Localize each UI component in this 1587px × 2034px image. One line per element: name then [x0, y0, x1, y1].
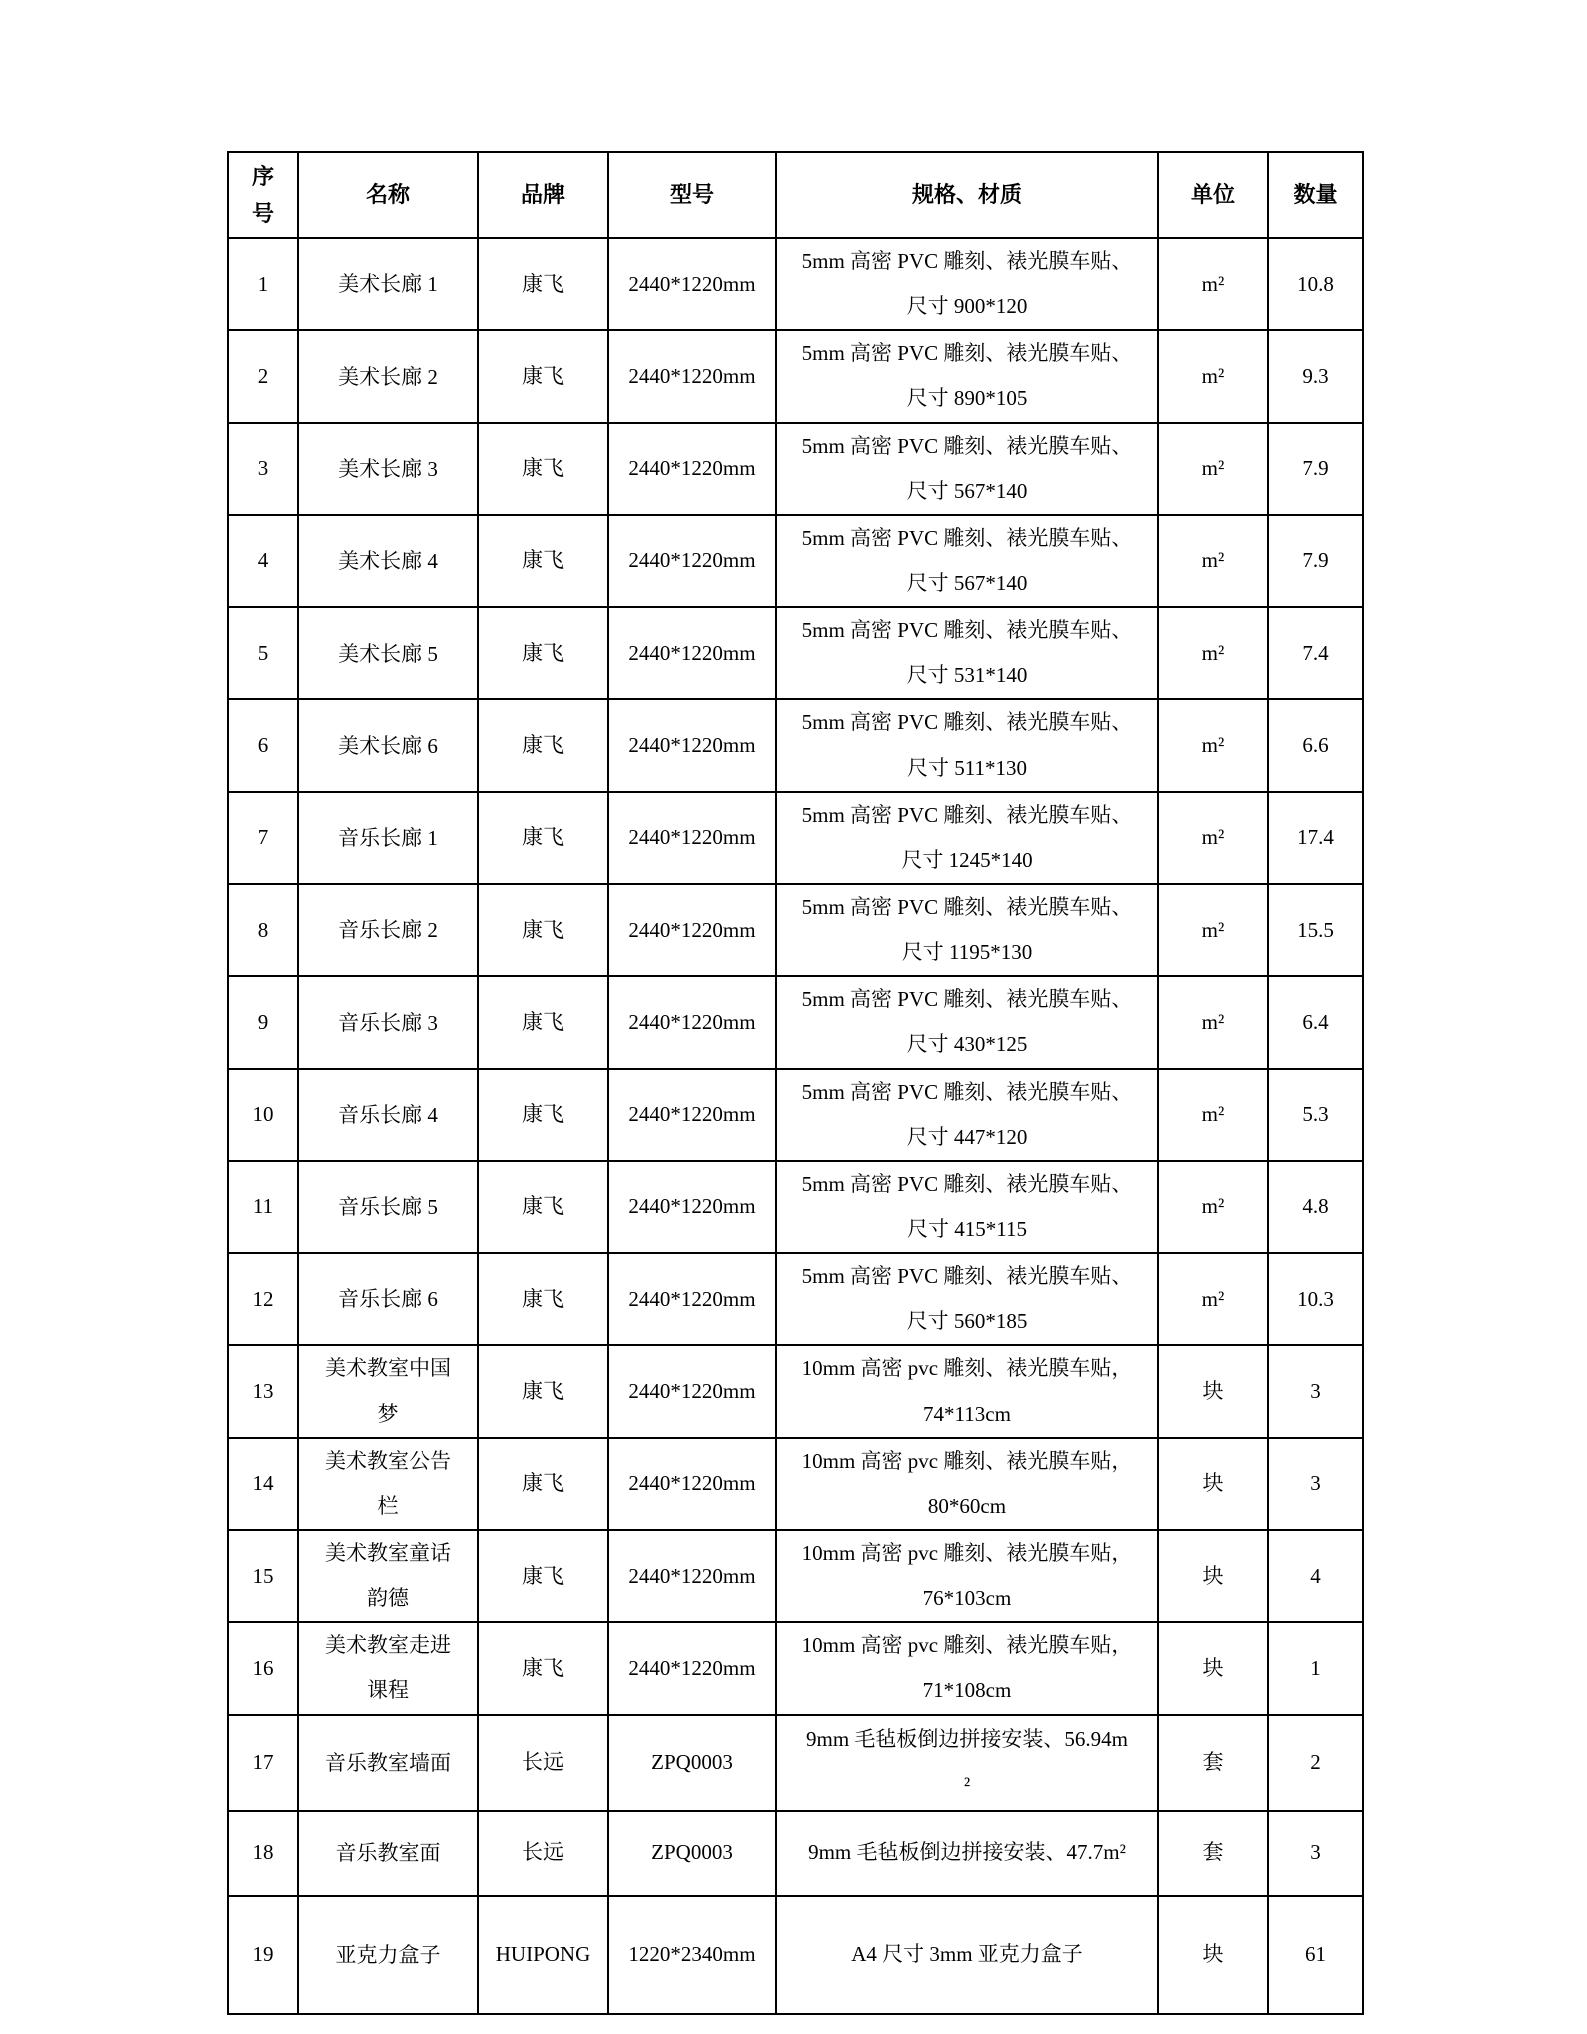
- cell-qty: 7.9: [1268, 515, 1363, 607]
- item-name: 音乐长廊 3: [338, 1010, 438, 1035]
- cell-serial: 17: [228, 1715, 298, 1811]
- cell-serial: 3: [228, 423, 298, 515]
- cell-spec: [776, 1438, 1158, 1530]
- cell-model: 2440*1220mm: [608, 607, 776, 699]
- cell-unit: m²: [1158, 976, 1268, 1068]
- cell-name: [298, 1811, 478, 1896]
- cell-qty: 6.4: [1268, 976, 1363, 1068]
- spec-line: 5mm 高密 PVC 雕刻、裱光膜车贴、: [801, 618, 1133, 643]
- column-header-name: 名称: [298, 152, 478, 238]
- cell-unit: m²: [1158, 1253, 1268, 1345]
- cell-model: 1220*2340mm: [608, 1896, 776, 2014]
- cell-serial: 13: [228, 1345, 298, 1437]
- cell-name: [298, 1622, 478, 1714]
- cell-model: 2440*1220mm: [608, 699, 776, 791]
- spec-line: 10mm 高密 pvc 雕刻、裱光膜车贴，: [801, 1540, 1133, 1565]
- cell-qty: 4.8: [1268, 1161, 1363, 1253]
- cell-unit: m²: [1158, 884, 1268, 976]
- cell-name: [298, 699, 478, 791]
- table-row: [228, 699, 1363, 791]
- cell-spec: [776, 1345, 1158, 1437]
- cell-qty: 3: [1268, 1345, 1363, 1437]
- cell-unit: m²: [1158, 699, 1268, 791]
- cell-qty: 10.3: [1268, 1253, 1363, 1345]
- table-row: [228, 1069, 1363, 1161]
- cell-unit: m²: [1158, 423, 1268, 515]
- cell-name: [298, 607, 478, 699]
- cell-serial: 1: [228, 238, 298, 330]
- cell-unit: 套: [1158, 1811, 1268, 1896]
- cell-brand: 康飞: [478, 607, 608, 699]
- cell-spec: [776, 1811, 1158, 1896]
- spec-table: [227, 151, 1364, 2015]
- cell-brand: 康飞: [478, 423, 608, 515]
- item-name: 音乐长廊 5: [338, 1195, 438, 1220]
- spec-line: 尺寸 447*120: [906, 1124, 1028, 1149]
- table-row: [228, 238, 1363, 330]
- cell-brand: HUIPONG: [478, 1896, 608, 2014]
- spec-line: 5mm 高密 PVC 雕刻、裱光膜车贴、: [801, 710, 1133, 735]
- spec-line: 尺寸 1245*140: [901, 847, 1033, 872]
- cell-serial: 4: [228, 515, 298, 607]
- cell-serial: 5: [228, 607, 298, 699]
- spec-line: 尺寸 567*140: [906, 570, 1028, 595]
- cell-brand: 康飞: [478, 1438, 608, 1530]
- cell-qty: 6.6: [1268, 699, 1363, 791]
- cell-model: 2440*1220mm: [608, 1161, 776, 1253]
- table-row: [228, 1896, 1363, 2014]
- spec-line: 5mm 高密 PVC 雕刻、裱光膜车贴、: [801, 1079, 1133, 1104]
- cell-unit: m²: [1158, 238, 1268, 330]
- cell-name: [298, 1896, 478, 2014]
- cell-spec: [776, 699, 1158, 791]
- cell-unit: 块: [1158, 1530, 1268, 1622]
- cell-name: [298, 976, 478, 1068]
- spec-line: 尺寸 511*130: [907, 755, 1027, 780]
- table-row: [228, 792, 1363, 884]
- cell-brand: 康飞: [478, 699, 608, 791]
- cell-name: [298, 1069, 478, 1161]
- column-header-model: 型号: [608, 152, 776, 238]
- cell-serial: 16: [228, 1622, 298, 1714]
- table-row: [228, 1622, 1363, 1714]
- item-name: 美术长廊 3: [338, 456, 438, 481]
- cell-name: [298, 792, 478, 884]
- cell-serial: 12: [228, 1253, 298, 1345]
- cell-serial: 2: [228, 330, 298, 422]
- table-row: [228, 607, 1363, 699]
- item-name: 音乐教室面: [335, 1841, 441, 1866]
- cell-spec: [776, 330, 1158, 422]
- cell-qty: 7.9: [1268, 423, 1363, 515]
- cell-qty: 3: [1268, 1438, 1363, 1530]
- column-header-qty: 数量: [1268, 152, 1363, 238]
- item-name: 美术教室走进课程: [325, 1633, 451, 1703]
- cell-serial: 14: [228, 1438, 298, 1530]
- cell-spec: [776, 238, 1158, 330]
- cell-unit: m²: [1158, 1069, 1268, 1161]
- cell-name: [298, 423, 478, 515]
- cell-name: [298, 515, 478, 607]
- item-name: 美术教室中国梦: [325, 1356, 451, 1426]
- spec-line: 10mm 高密 pvc 雕刻、裱光膜车贴，: [801, 1633, 1133, 1658]
- cell-serial: 9: [228, 976, 298, 1068]
- cell-unit: 块: [1158, 1438, 1268, 1530]
- spec-line: 10mm 高密 pvc 雕刻、裱光膜车贴，: [801, 1448, 1133, 1473]
- cell-spec: [776, 1069, 1158, 1161]
- table-row: [228, 423, 1363, 515]
- item-name: 美术长廊 4: [338, 549, 438, 574]
- spec-line: 10mm 高密 pvc 雕刻、裱光膜车贴，: [801, 1356, 1133, 1381]
- cell-unit: m²: [1158, 515, 1268, 607]
- cell-name: [298, 1161, 478, 1253]
- spec-line: 5mm 高密 PVC 雕刻、裱光膜车贴、: [801, 802, 1133, 827]
- spec-line: 5mm 高密 PVC 雕刻、裱光膜车贴、: [801, 341, 1133, 366]
- cell-unit: m²: [1158, 607, 1268, 699]
- cell-spec: [776, 1896, 1158, 2014]
- item-name: 美术教室童话韵德: [325, 1540, 451, 1611]
- spec-line: 尺寸 1195*130: [901, 940, 1033, 965]
- cell-brand: 康飞: [478, 515, 608, 607]
- item-name: 音乐长廊 2: [338, 918, 438, 943]
- cell-model: 2440*1220mm: [608, 1438, 776, 1530]
- item-name: 美术教室公告栏: [325, 1448, 451, 1518]
- cell-brand: 长远: [478, 1811, 608, 1896]
- cell-name: [298, 1715, 478, 1811]
- cell-serial: 8: [228, 884, 298, 976]
- table-row: [228, 515, 1363, 607]
- item-name: 美术长廊 5: [338, 641, 438, 666]
- cell-qty: 3: [1268, 1811, 1363, 1896]
- cell-brand: 康飞: [478, 976, 608, 1068]
- spec-line: 5mm 高密 PVC 雕刻、裱光膜车贴、: [801, 894, 1133, 919]
- cell-spec: [776, 515, 1158, 607]
- table-row: [228, 976, 1363, 1068]
- table-row: [228, 1161, 1363, 1253]
- cell-brand: 长远: [478, 1715, 608, 1811]
- cell-model: 2440*1220mm: [608, 1069, 776, 1161]
- spec-line: 尺寸 900*120: [906, 294, 1028, 319]
- cell-model: 2440*1220mm: [608, 1345, 776, 1437]
- cell-qty: 17.4: [1268, 792, 1363, 884]
- cell-brand: 康飞: [478, 1161, 608, 1253]
- cell-brand: 康飞: [478, 1253, 608, 1345]
- spec-line: 5mm 高密 PVC 雕刻、裱光膜车贴、: [801, 987, 1133, 1012]
- cell-spec: [776, 1622, 1158, 1714]
- item-name: 音乐教室墙面: [325, 1750, 451, 1775]
- cell-brand: 康飞: [478, 1345, 608, 1437]
- cell-model: 2440*1220mm: [608, 976, 776, 1068]
- cell-qty: 61: [1268, 1896, 1363, 2014]
- spec-line: 80*60cm: [927, 1493, 1007, 1518]
- column-header-brand: 品牌: [478, 152, 608, 238]
- cell-unit: 块: [1158, 1345, 1268, 1437]
- cell-qty: 10.8: [1268, 238, 1363, 330]
- cell-spec: [776, 792, 1158, 884]
- cell-spec: [776, 1715, 1158, 1811]
- spec-line: 尺寸 567*140: [906, 478, 1028, 503]
- item-name: 亚克力盒子: [335, 1942, 441, 1967]
- cell-serial: 18: [228, 1811, 298, 1896]
- table-row: [228, 330, 1363, 422]
- cell-unit: m²: [1158, 792, 1268, 884]
- spec-line: 71*108cm: [922, 1678, 1012, 1703]
- cell-model: ZPQ0003: [608, 1811, 776, 1896]
- cell-unit: 块: [1158, 1896, 1268, 2014]
- table-row: [228, 1345, 1363, 1437]
- cell-model: 2440*1220mm: [608, 792, 776, 884]
- cell-qty: 4: [1268, 1530, 1363, 1622]
- header-row: [228, 152, 1363, 238]
- cell-spec: [776, 884, 1158, 976]
- spec-line: ²: [963, 1772, 971, 1797]
- item-name: 音乐长廊 6: [338, 1287, 438, 1312]
- cell-brand: 康飞: [478, 884, 608, 976]
- cell-model: 2440*1220mm: [608, 238, 776, 330]
- cell-qty: 15.5: [1268, 884, 1363, 976]
- table-body: [228, 238, 1363, 2014]
- spec-line: 5mm 高密 PVC 雕刻、裱光膜车贴、: [801, 249, 1133, 273]
- item-name: 美术长廊 6: [338, 733, 438, 758]
- table-row: [228, 1253, 1363, 1345]
- cell-serial: 7: [228, 792, 298, 884]
- spec-line: 9mm 毛毡板倒边拼接安装、47.7m²: [808, 1840, 1126, 1865]
- cell-unit: m²: [1158, 1161, 1268, 1253]
- cell-model: 2440*1220mm: [608, 515, 776, 607]
- cell-model: ZPQ0003: [608, 1715, 776, 1811]
- cell-serial: 11: [228, 1161, 298, 1253]
- spec-line: 尺寸 560*185: [906, 1309, 1028, 1334]
- cell-serial: 15: [228, 1530, 298, 1622]
- table-row: [228, 884, 1363, 976]
- column-header-unit: 单位: [1158, 152, 1268, 238]
- spec-line: 76*103cm: [922, 1586, 1012, 1611]
- spec-line: 尺寸 890*105: [906, 386, 1028, 411]
- cell-spec: [776, 607, 1158, 699]
- cell-brand: 康飞: [478, 330, 608, 422]
- cell-brand: 康飞: [478, 1069, 608, 1161]
- cell-model: 2440*1220mm: [608, 330, 776, 422]
- spec-line: 5mm 高密 PVC 雕刻、裱光膜车贴、: [801, 525, 1133, 550]
- cell-name: [298, 330, 478, 422]
- cell-model: 2440*1220mm: [608, 1253, 776, 1345]
- cell-spec: [776, 1530, 1158, 1622]
- spec-line: 尺寸 430*125: [906, 1032, 1028, 1057]
- cell-spec: [776, 423, 1158, 515]
- spec-line: 74*113cm: [923, 1401, 1011, 1426]
- spec-line: 尺寸 531*140: [906, 663, 1028, 688]
- cell-spec: [776, 976, 1158, 1068]
- cell-brand: 康飞: [478, 1530, 608, 1622]
- cell-serial: 19: [228, 1896, 298, 2014]
- item-name: 音乐长廊 4: [338, 1102, 438, 1127]
- cell-brand: 康飞: [478, 1622, 608, 1714]
- cell-brand: 康飞: [478, 792, 608, 884]
- cell-qty: 7.4: [1268, 607, 1363, 699]
- cell-name: [298, 884, 478, 976]
- item-name: 美术长廊 2: [338, 364, 438, 389]
- item-name: 音乐长廊 1: [338, 826, 438, 851]
- cell-name: [298, 1438, 478, 1530]
- cell-model: 2440*1220mm: [608, 423, 776, 515]
- cell-name: [298, 1253, 478, 1345]
- cell-qty: 5.3: [1268, 1069, 1363, 1161]
- cell-unit: 块: [1158, 1622, 1268, 1714]
- column-header-spec: 规格、材质: [776, 152, 1158, 238]
- cell-spec: [776, 1253, 1158, 1345]
- cell-serial: 6: [228, 699, 298, 791]
- spec-line: 9mm 毛毡板倒边拼接安装、56.94m: [805, 1727, 1128, 1752]
- spec-line: 尺寸 415*115: [907, 1216, 1027, 1241]
- cell-unit: m²: [1158, 330, 1268, 422]
- cell-serial: 10: [228, 1069, 298, 1161]
- table-row: [228, 1438, 1363, 1530]
- table-row: [228, 1715, 1363, 1811]
- cell-qty: 9.3: [1268, 330, 1363, 422]
- spec-line: 5mm 高密 PVC 雕刻、裱光膜车贴、: [801, 1171, 1133, 1196]
- cell-name: [298, 1530, 478, 1622]
- cell-qty: 2: [1268, 1715, 1363, 1811]
- cell-qty: 1: [1268, 1622, 1363, 1714]
- item-name: 美术长廊 1: [338, 272, 438, 297]
- table-row: [228, 1811, 1363, 1896]
- cell-unit: 套: [1158, 1715, 1268, 1811]
- spec-line: 5mm 高密 PVC 雕刻、裱光膜车贴、: [801, 1264, 1133, 1289]
- cell-model: 2440*1220mm: [608, 1622, 776, 1714]
- cell-spec: [776, 1161, 1158, 1253]
- spec-line: A4 尺寸 3mm 亚克力盒子: [851, 1941, 1083, 1966]
- cell-brand: 康飞: [478, 238, 608, 330]
- table-row: [228, 1530, 1363, 1622]
- spec-line: 5mm 高密 PVC 雕刻、裱光膜车贴、: [801, 433, 1133, 458]
- column-header-serial: 序号: [228, 152, 298, 238]
- cell-model: 2440*1220mm: [608, 1530, 776, 1622]
- cell-model: 2440*1220mm: [608, 884, 776, 976]
- cell-name: [298, 238, 478, 330]
- cell-name: [298, 1345, 478, 1437]
